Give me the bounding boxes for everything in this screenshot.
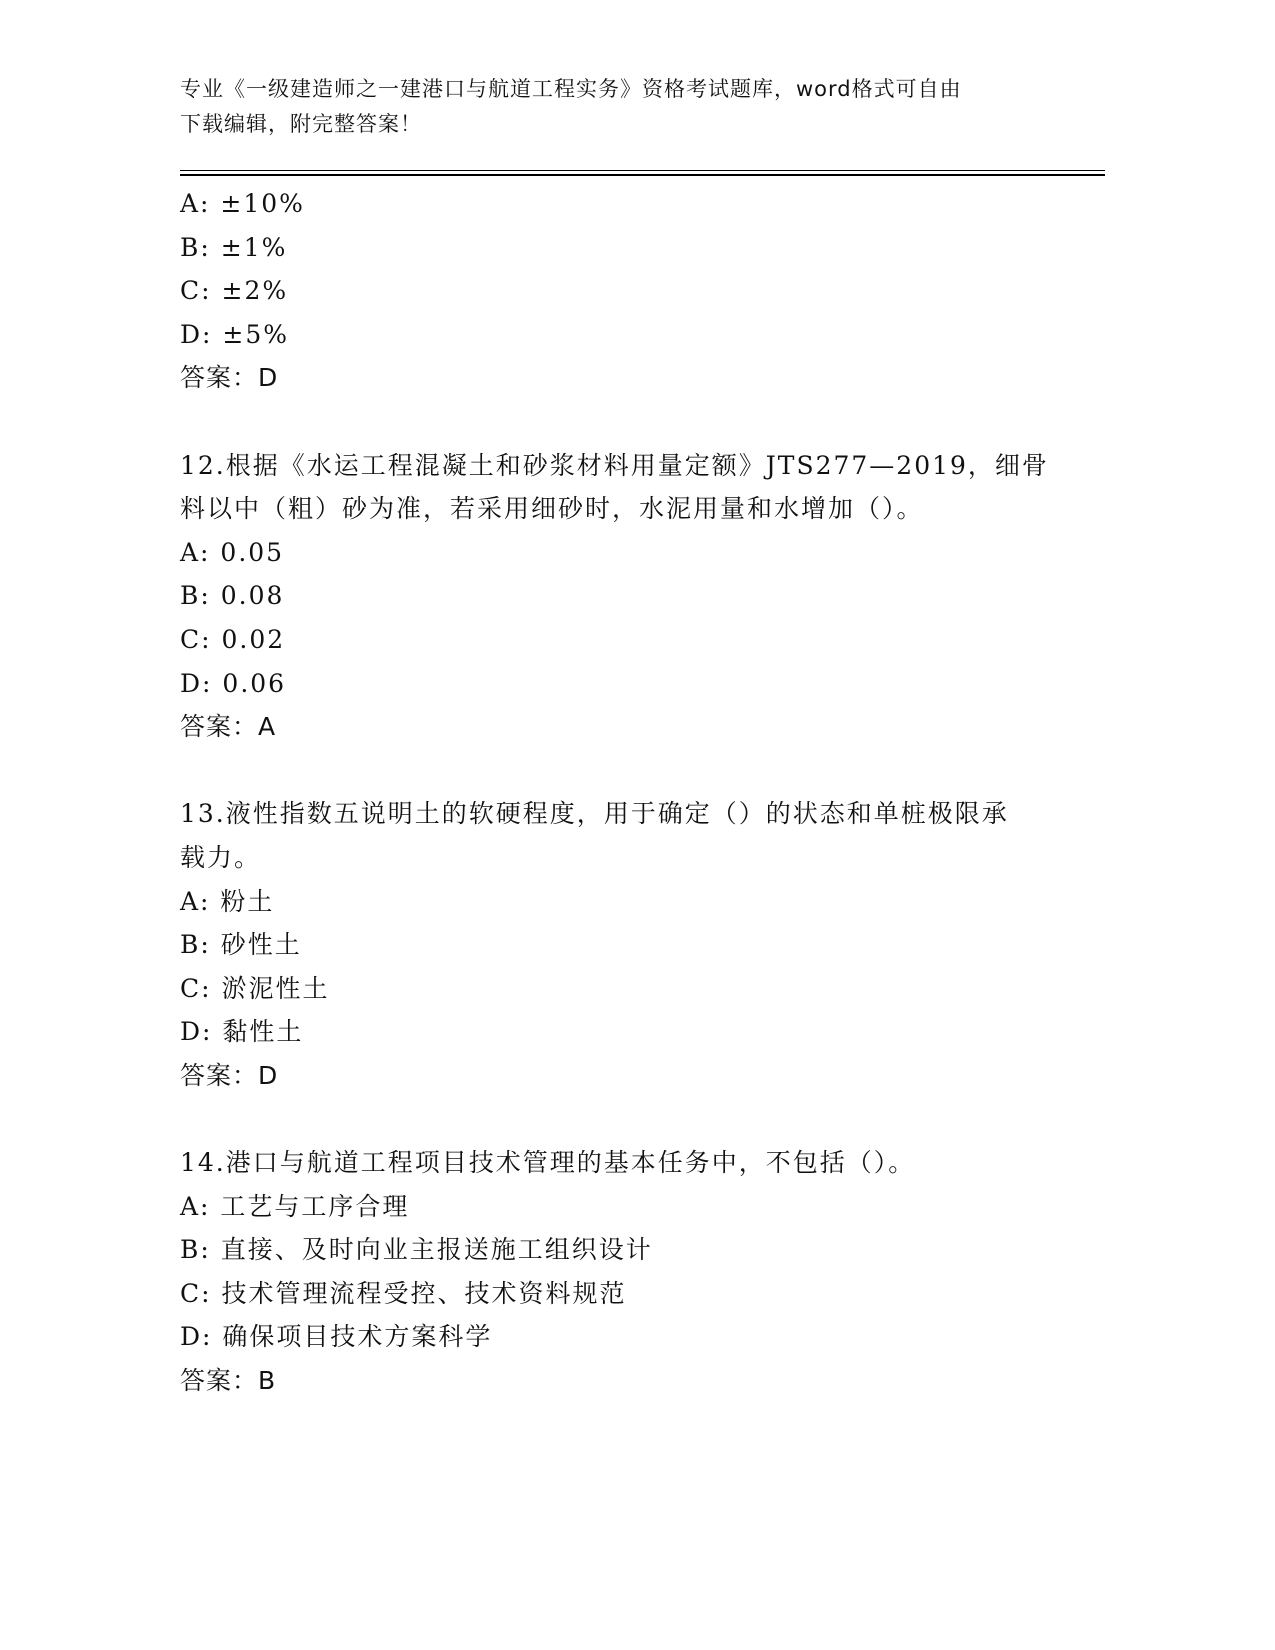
option-b: B: ±1% bbox=[180, 232, 288, 262]
header-divider-thin bbox=[180, 170, 1105, 171]
question-stem-line-1: 12.根据《水运工程混凝土和砂浆材料用量定额》JTS277—2019，细骨 bbox=[180, 450, 1049, 480]
question-stem-line-2: 料以中（粗）砂为准，若采用细砂时，水泥用量和水增加（）。 bbox=[180, 494, 924, 524]
option-d: D: 黏性土 bbox=[180, 1017, 304, 1047]
option-d: D: 0.06 bbox=[180, 668, 287, 698]
option-d: D: 确保项目技术方案科学 bbox=[180, 1322, 493, 1352]
option-c: C: ±2% bbox=[180, 276, 289, 306]
option-a: A: 工艺与工序合理 bbox=[180, 1191, 410, 1221]
answer: 答案：D bbox=[180, 1060, 279, 1090]
option-b: B: 直接、及时向业主报送施工组织设计 bbox=[180, 1235, 653, 1265]
answer: 答案：B bbox=[180, 1366, 277, 1396]
option-c: C: 淤泥性土 bbox=[180, 973, 330, 1003]
option-a: A: 0.05 bbox=[180, 537, 285, 567]
option-a: A: 粉土 bbox=[180, 886, 275, 916]
answer: 答案：A bbox=[180, 712, 277, 742]
spacer bbox=[180, 1097, 1040, 1141]
question-13 bbox=[180, 792, 1040, 1097]
option-c: C: 技术管理流程受控、技术资料规范 bbox=[180, 1278, 627, 1308]
question-stem-line-2: 载力。 bbox=[180, 842, 262, 872]
question-12 bbox=[180, 444, 1049, 749]
document-header bbox=[180, 72, 1030, 142]
header-divider-thick bbox=[180, 174, 1105, 176]
option-b: B: 0.08 bbox=[180, 581, 285, 611]
option-d: D: ±5% bbox=[180, 319, 290, 349]
option-c: C: 0.02 bbox=[180, 624, 286, 654]
spacer bbox=[180, 749, 1040, 793]
question-stem-line-1: 13.液性指数五说明土的软硬程度，用于确定（）的状态和单桩极限承 bbox=[180, 799, 1009, 829]
question-stem-line-1: 14.港口与航道工程项目技术管理的基本任务中，不包括（）。 bbox=[180, 1148, 916, 1178]
option-a: A: ±10% bbox=[180, 189, 305, 218]
answer: 答案：D bbox=[180, 363, 279, 393]
question-14 bbox=[180, 1141, 1040, 1403]
header-line-1: 专业《一级建造师之一建港口与航道工程实务》资格考试题库，word格式可自由 bbox=[180, 77, 962, 101]
option-b: B: 砂性土 bbox=[180, 930, 302, 960]
spacer bbox=[180, 400, 1040, 444]
question-list bbox=[180, 182, 1049, 1403]
header-line-2: 下载编辑，附完整答案！ bbox=[180, 112, 422, 136]
question-11 bbox=[180, 182, 1040, 400]
